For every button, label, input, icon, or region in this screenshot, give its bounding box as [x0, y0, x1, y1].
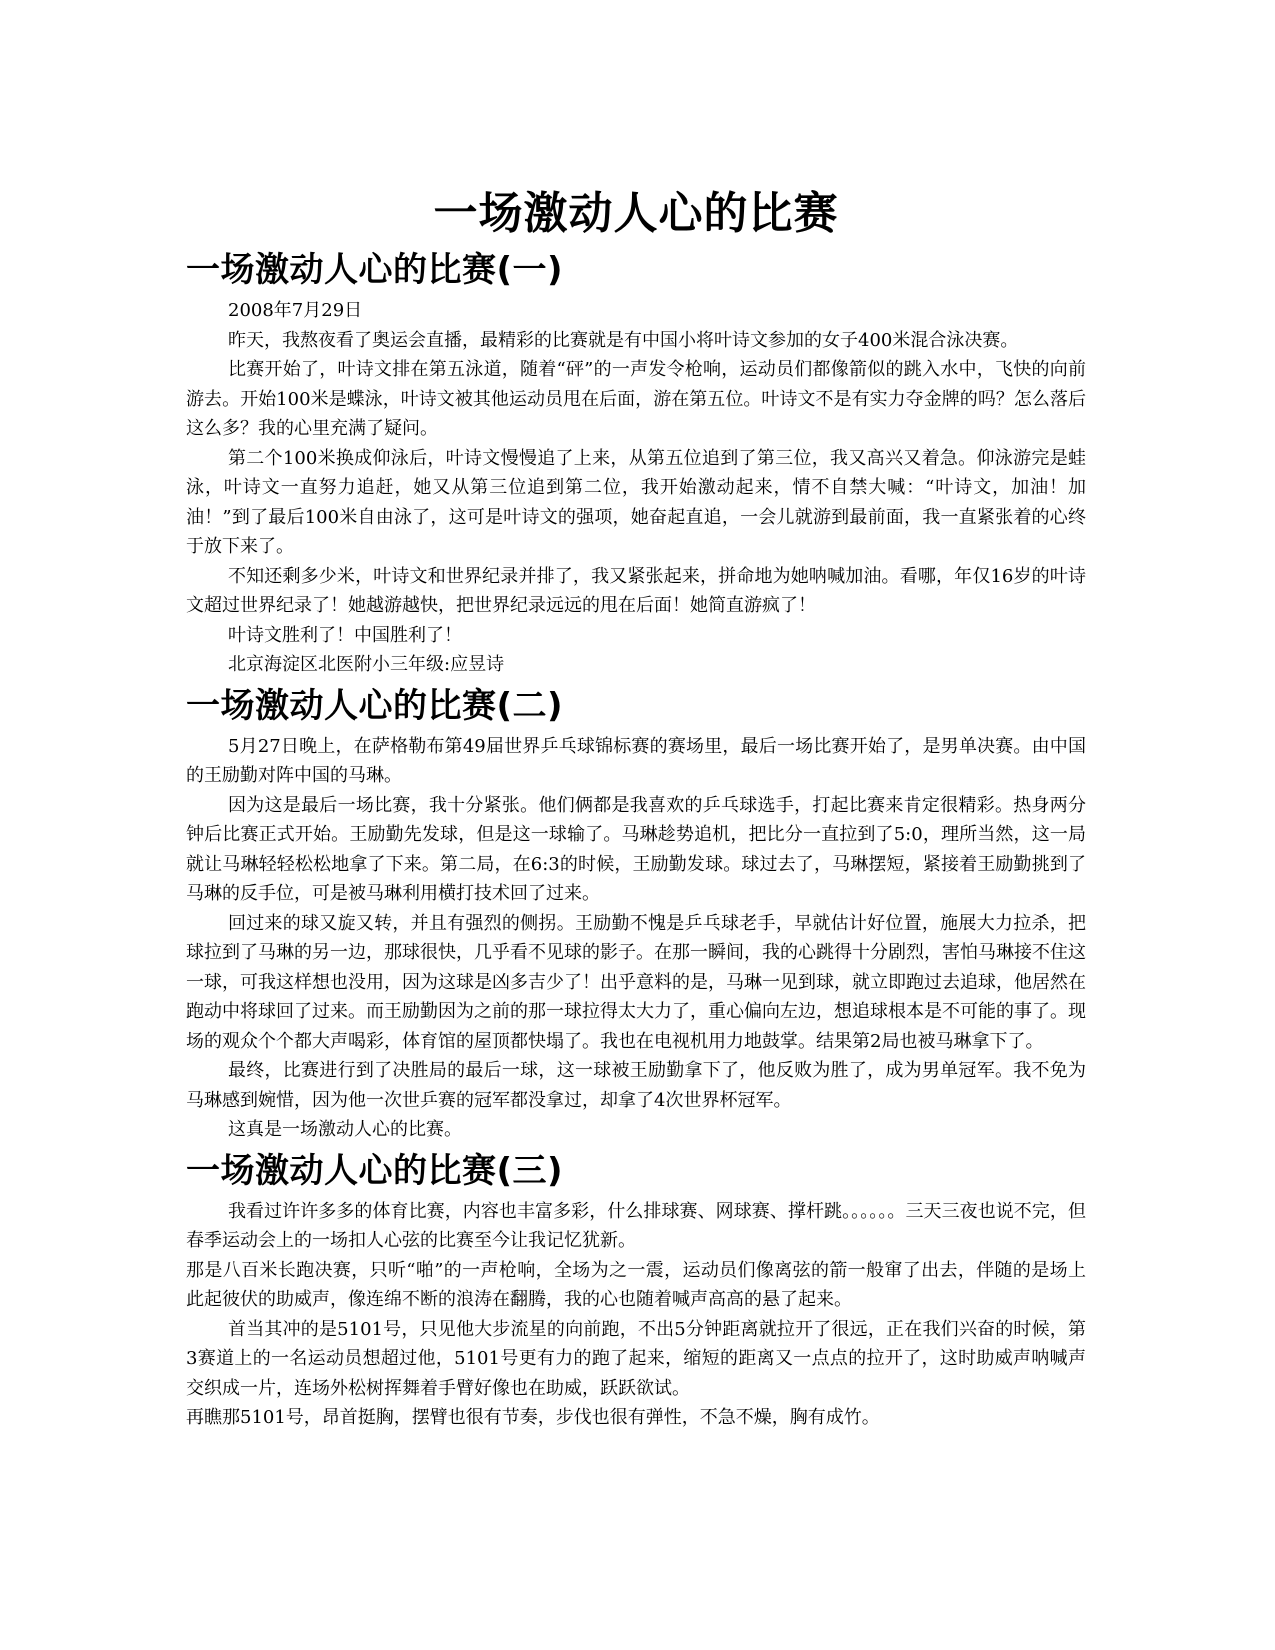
paragraph: 那是八百米长跑决赛，只听“啪”的一声枪响，全场为之一震，运动员们像离弦的箭一般窜了出去，伴随的是场上此起彼伏的助威声，像连绵不断的浪涛在翻腾，我的心也随着喊声高高的悬了起来。 [186, 1259, 1086, 1310]
paragraph: 比赛开始了，叶诗文排在第五泳道，随着“砰”的一声发令枪响，运动员们都像箭似的跳入水中，飞快的向前游去。开始100米是蝶泳，叶诗文被其他运动员甩在后面，游在第五位。叶诗文不是有实力夺金牌的吗？怎么落后这么多？我的心里充满了疑问。 [186, 359, 1086, 439]
section-heading: 一场激动人心的比赛(二) [186, 685, 564, 726]
document-page [186, 186, 1086, 1437]
paragraph: 叶诗文胜利了！中国胜利了！ [228, 624, 462, 646]
paragraph: 再瞧那5101号，昂首挺胸，摆臂也很有节奏，步伐也很有弹性，不急不燥，胸有成竹。 [186, 1407, 880, 1428]
date-line: 2008年7月29日 [228, 300, 363, 321]
paragraph: 回过来的球又旋又转，并且有强烈的侧拐。王励勤不愧是乒乓球老手，早就估计好位置，施展大力拉杀，把球拉到了马琳的另一边，那球很快，几乎看不见球的影子。在那一瞬间，我的心跳得十分剧烈，害怕马琳接不住这一球，可我这样想也没用，因为这球是凶多吉少了！出乎意料的是，马琳一见到球，就立即跑过去追球，他居然在跑动中将球回了过来。而王励勤因为之前的那一球拉得太大力了，重心偏向左边，想追球根本是不可能的事了。现场的观众个个都大声喝彩，体育馆的屋顶都快塌了。我也在电视机用力地鼓掌。结果第2局也被马琳拿下了。 [186, 912, 1086, 1052]
paragraph: 第二个100米换成仰泳后，叶诗文慢慢追了上来，从第五位追到了第三位，我又高兴又着急。仰泳游完是蛙泳，叶诗文一直努力追赶，她又从第三位追到第二位，我开始激动起来，情不自禁大喊：“叶诗文，加油！加油！”到了最后100米自由泳了，这可是叶诗文的强项，她奋起直追，一会儿就游到最前面，我一直紧张着的心终于放下来了。 [186, 447, 1086, 557]
paragraph: 不知还剩多少米，叶诗文和世界纪录并排了，我又紧张起来，拼命地为她呐喊加油。看哪，年仅16岁的叶诗文超过世界纪录了！她越游越快，把世界纪录远远的甩在后面！她简直游疯了！ [186, 565, 1086, 616]
paragraph: 我看过许许多多的体育比赛，内容也丰富多彩，什么排球赛、网球赛、撑杆跳。。。。。。三天三夜也说不完，但春季运动会上的一场扣人心弦的比赛至今让我记忆犹新。 [186, 1200, 1086, 1251]
paragraph: 昨天，我熬夜看了奥运会直播，最精彩的比赛就是有中国小将叶诗文参加的女子400米混合泳决赛。 [228, 329, 1019, 351]
paragraph: 这真是一场激动人心的比赛。 [228, 1119, 462, 1140]
document-title: 一场激动人心的比赛 [433, 188, 839, 239]
paragraph: 因为这是最后一场比赛，我十分紧张。他们俩都是我喜欢的乒乓球选手，打起比赛来肯定很精彩。热身两分钟后比赛正式开始。王励勤先发球，但是这一球输了。马琳趁势追机，把比分一直拉到了5:0，理所当然，这一局就让马琳轻轻松松地拿了下来。第二局，在6:3的时候，王励勤发球。球过去了，马琳摆短，紧接着王励勤挑到了马琳的反手位，可是被马琳利用横打技术回了过来。 [186, 794, 1086, 904]
section-one [186, 248, 1086, 680]
section-three [186, 1149, 1086, 1433]
paragraph: 最终，比赛进行到了决胜局的最后一球，这一球被王励勤拿下了，他反败为胜了，成为男单冠军。我不免为马琳感到婉惜，因为他一次世乒赛的冠军都没拿过，却拿了4次世界杯冠军。 [186, 1060, 1086, 1111]
author-line: 北京海淀区北医附小三年级:应昱诗 [228, 654, 505, 675]
section-two [186, 684, 1086, 1145]
section-heading: 一场激动人心的比赛(三) [186, 1150, 564, 1191]
paragraph: 5月27日晚上，在萨格勒布第49届世界乒乓球锦标赛的赛场里，最后一场比赛开始了，是男单决赛。由中国的王励勤对阵中国的马琳。 [186, 735, 1086, 786]
section-heading: 一场激动人心的比赛(一) [186, 250, 564, 290]
paragraph: 首当其冲的是5101号，只见他大步流星的向前跑，不出5分钟距离就拉开了很远，正在我们兴奋的时候，第3赛道上的一名运动员想超过他，5101号更有力的跑了起来，缩短的距离又一点点的拉开了，这时助威声呐喊声交织成一片，连场外松树挥舞着手臂好像也在助威，跃跃欲试。 [186, 1318, 1086, 1399]
